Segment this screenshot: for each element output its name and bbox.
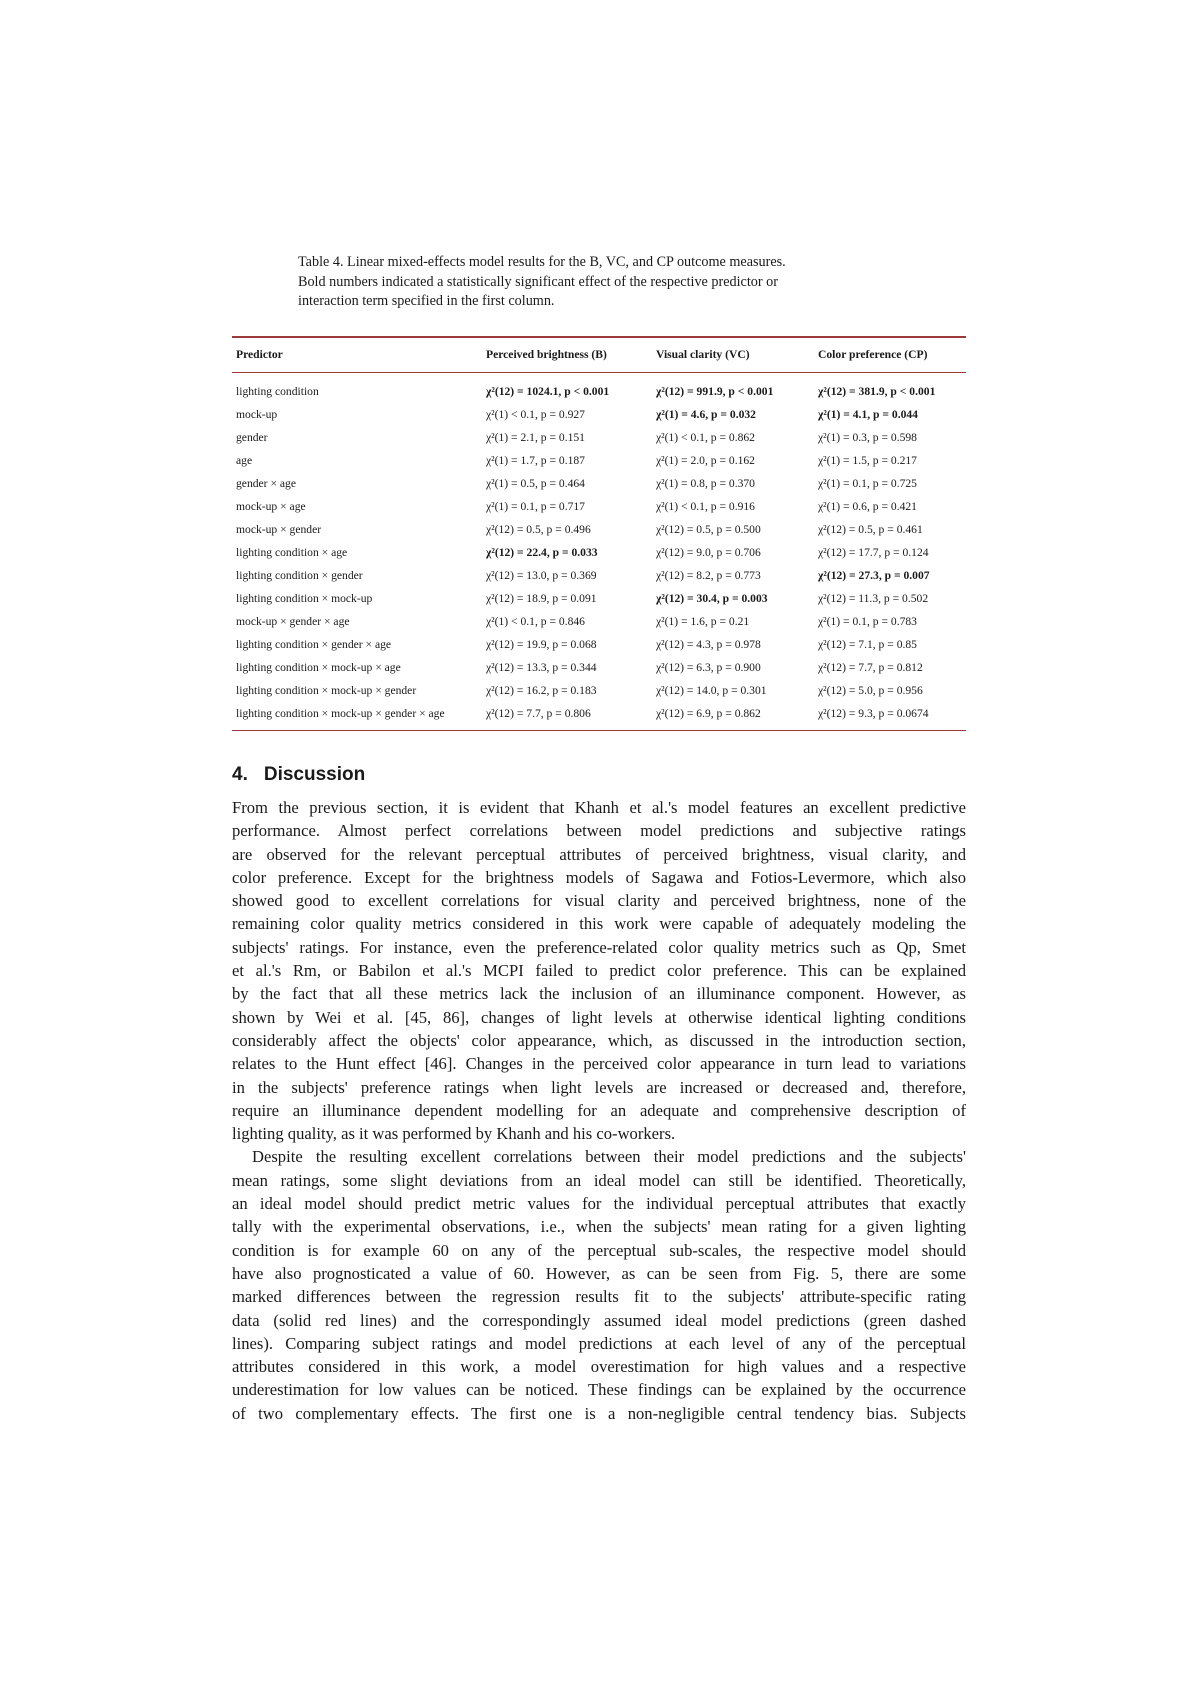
result-cell: χ²(12) = 14.0, p = 0.301 [656,684,767,697]
result-cell: χ²(1) = 2.1, p = 0.151 [486,431,585,444]
result-cell: χ²(12) = 30.4, p = 0.003 [656,592,768,605]
table-row [232,427,966,450]
result-cell: χ²(12) = 5.0, p = 0.956 [818,684,923,697]
text-line: of two complementary effects. The first one is a non-negligible central tendency bias. Subjects [232,1403,966,1423]
result-cell: χ²(12) = 0.5, p = 0.500 [656,523,761,536]
predictor-cell: lighting condition × mock-up × gender [236,684,417,697]
table-caption [298,253,920,312]
result-cell: χ²(12) = 18.9, p = 0.091 [486,592,597,605]
result-cell: χ²(12) = 381.9, p < 0.001 [818,385,936,398]
text-line: condition is for example 60 on any of the perceptual sub-scales, the respective model should [232,1240,966,1260]
text-line: showed good to excellent correlations for visual clarity and perceived brightness, none of the [232,891,966,911]
result-cell: χ²(1) < 0.1, p = 0.846 [486,615,585,628]
table-row [232,565,966,588]
result-cell: χ²(12) = 17.7, p = 0.124 [818,546,929,559]
result-cell: χ²(1) = 0.1, p = 0.717 [486,500,585,513]
table-row [232,680,966,703]
text-line: Despite the resulting excellent correlations between their model predictions and the subjects' [252,1147,966,1167]
table-header-row [232,337,966,373]
table-row [232,634,966,657]
text-line: require an illuminance dependent modelling for an adequate and comprehensive description of [232,1100,966,1120]
result-cell: χ²(12) = 7.7, p = 0.812 [818,661,923,674]
text-line: performance. Almost perfect correlations between model predictions and subjective ratings [232,821,966,841]
text-line: by the fact that all these metrics lack the inclusion of an illuminance component. However, as [232,984,966,1004]
predictor-cell: lighting condition × age [236,546,348,559]
header-predictor: Predictor [232,337,482,373]
section-title: Discussion [263,764,366,785]
predictor-cell: lighting condition × mock-up [236,592,373,605]
text-line: marked differences between the regression results fit to the subjects' attribute-specific rating [232,1287,966,1307]
result-cell: χ²(12) = 13.3, p = 0.344 [486,661,597,674]
result-cell: χ²(1) = 0.1, p = 0.725 [818,477,917,490]
text-line: subjects' ratings. For instance, even the preference-related color quality metrics such as Qp, Smet [232,937,966,957]
predictor-cell: mock-up [236,408,278,421]
predictor-cell: lighting condition [236,385,319,398]
predictor-cell: gender × age [236,477,296,490]
table-row [232,588,966,611]
table-row [232,450,966,473]
caption-line: Table 4. Linear mixed-effects model results for the B, VC, and CP outcome measures. [298,254,786,270]
result-cell: χ²(12) = 0.5, p = 0.461 [818,523,923,536]
text-line: are observed for the relevant perceptual attributes of perceived brightness, visual clarity, and [232,844,966,864]
predictor-cell: age [236,454,253,467]
text-line: considerably affect the objects' color appearance, which, as discussed in the introduction section, [232,1030,966,1050]
text-line: underestimation for low values can be noticed. These findings can be explained by the occurrence [232,1380,966,1400]
text-line: tally with the experimental observations, i.e., when the subjects' mean rating for a given lighting [232,1217,966,1237]
result-cell: χ²(1) < 0.1, p = 0.916 [656,500,755,513]
paragraph [232,796,966,1145]
result-cell: χ²(1) = 0.5, p = 0.464 [486,477,585,490]
table-row [232,473,966,496]
table-row [232,404,966,427]
result-cell: χ²(1) = 0.8, p = 0.370 [656,477,755,490]
result-cell: χ²(12) = 7.1, p = 0.85 [818,638,917,651]
result-cell: χ²(1) = 4.1, p = 0.044 [818,408,918,421]
result-cell: χ²(12) = 9.3, p = 0.0674 [814,703,966,731]
table-row [232,496,966,519]
predictor-cell: mock-up × age [236,500,306,513]
header-color-preference: Color preference (CP) [814,337,966,373]
result-cell: χ²(1) = 1.6, p = 0.21 [656,615,750,628]
predictor-cell: lighting condition × gender [236,569,363,582]
text-line: et al.'s Rm, or Babilon et al.'s MCPI failed to predict color preference. This can be explained [232,961,966,981]
predictor-cell: mock-up × gender × age [236,615,350,628]
result-cell: χ²(12) = 27.3, p = 0.007 [818,569,930,582]
header-visual-clarity: Visual clarity (VC) [652,337,814,373]
text-line: color preference. Except for the brightness models of Sagawa and Fotios-Levermore, which also [232,867,966,887]
caption-line: interaction term specified in the first column. [298,293,555,310]
result-cell: χ²(1) = 0.3, p = 0.598 [818,431,917,444]
table-row [232,611,966,634]
text-line: an ideal model should predict metric values for the individual perceptual attributes that exactly [232,1194,966,1214]
result-cell: χ²(12) = 6.3, p = 0.900 [656,661,761,674]
text-line: lines). Comparing subject ratings and model predictions at each level of any of the perceptual [232,1333,966,1353]
result-cell: χ²(1) = 0.1, p = 0.783 [818,615,917,628]
paragraph [232,1145,966,1425]
text-line: data (solid red lines) and the correspondingly assumed ideal model predictions (green dashed [232,1310,966,1330]
result-cell: χ²(1) < 0.1, p = 0.862 [656,431,755,444]
table-row [232,542,966,565]
caption-line: Bold numbers indicated a statistically significant effect of the respective predictor or [298,273,778,290]
result-cell: χ²(1) = 2.0, p = 0.162 [656,454,755,467]
text-line: in the subjects' preference ratings when light levels are increased or decreased and, therefore, [232,1077,966,1097]
text-line: attributes considered in this work, a model overestimation for high values and a respective [232,1357,966,1377]
result-cell: χ²(12) = 9.0, p = 0.706 [656,546,761,559]
result-cell: χ²(12) = 11.3, p = 0.502 [818,592,929,605]
section-number: 4. [232,764,248,785]
predictor-cell: lighting condition × mock-up × age [236,661,401,674]
header-brightness: Perceived brightness (B) [482,337,652,373]
predictor-cell: mock-up × gender [236,523,322,536]
result-cell: χ²(1) = 1.5, p = 0.217 [818,454,917,467]
text-line: mean ratings, some slight deviations from an ideal model can still be identified. Theoretically, [232,1170,966,1190]
result-cell: χ²(1) = 0.6, p = 0.421 [818,500,917,513]
predictor-cell: gender [236,431,268,444]
result-cell: χ²(12) = 13.0, p = 0.369 [486,569,597,582]
result-cell: χ²(12) = 0.5, p = 0.496 [486,523,591,536]
result-cell: χ²(12) = 7.7, p = 0.806 [482,703,652,731]
text-line: From the previous section, it is evident that Khanh et al.'s model features an excellent predictive [232,798,966,817]
result-cell: χ²(1) = 1.7, p = 0.187 [486,454,585,467]
text-line: relates to the Hunt effect [46]. Changes in the perceived color appearance in turn lead to variations [232,1054,966,1074]
result-cell: χ²(1) < 0.1, p = 0.927 [486,408,585,421]
table-row [232,373,966,405]
result-cell: χ²(12) = 16.2, p = 0.183 [486,684,597,697]
predictor-cell: lighting condition × mock-up × gender × age [232,703,482,731]
text-line: have also prognosticated a value of 60. However, as can be seen from Fig. 5, there are some [232,1263,966,1283]
result-cell: χ²(12) = 19.9, p = 0.068 [486,638,597,651]
table-row [232,703,966,731]
result-cell: χ²(12) = 22.4, p = 0.033 [486,546,598,559]
result-cell: χ²(12) = 8.2, p = 0.773 [656,569,761,582]
result-cell: χ²(12) = 4.3, p = 0.978 [656,638,761,651]
section-heading [232,764,365,786]
result-cell: χ²(12) = 991.9, p < 0.001 [656,385,774,398]
text-line: lighting quality, as it was performed by Khanh and his co-workers. [232,1124,676,1144]
result-cell: χ²(12) = 6.9, p = 0.862 [652,703,814,731]
table-row [232,657,966,680]
table-body [232,373,966,731]
discussion-body [232,796,966,1425]
table-row [232,519,966,542]
results-table [232,336,966,731]
result-cell: χ²(1) = 4.6, p = 0.032 [656,408,756,421]
text-line: remaining color quality metrics considered in this work were capable of adequately modeling the [232,914,966,934]
result-cell: χ²(12) = 1024.1, p < 0.001 [486,385,610,398]
text-line: shown by Wei et al. [45, 86], changes of light levels at otherwise identical lighting conditions [232,1007,966,1027]
predictor-cell: lighting condition × gender × age [236,638,392,651]
